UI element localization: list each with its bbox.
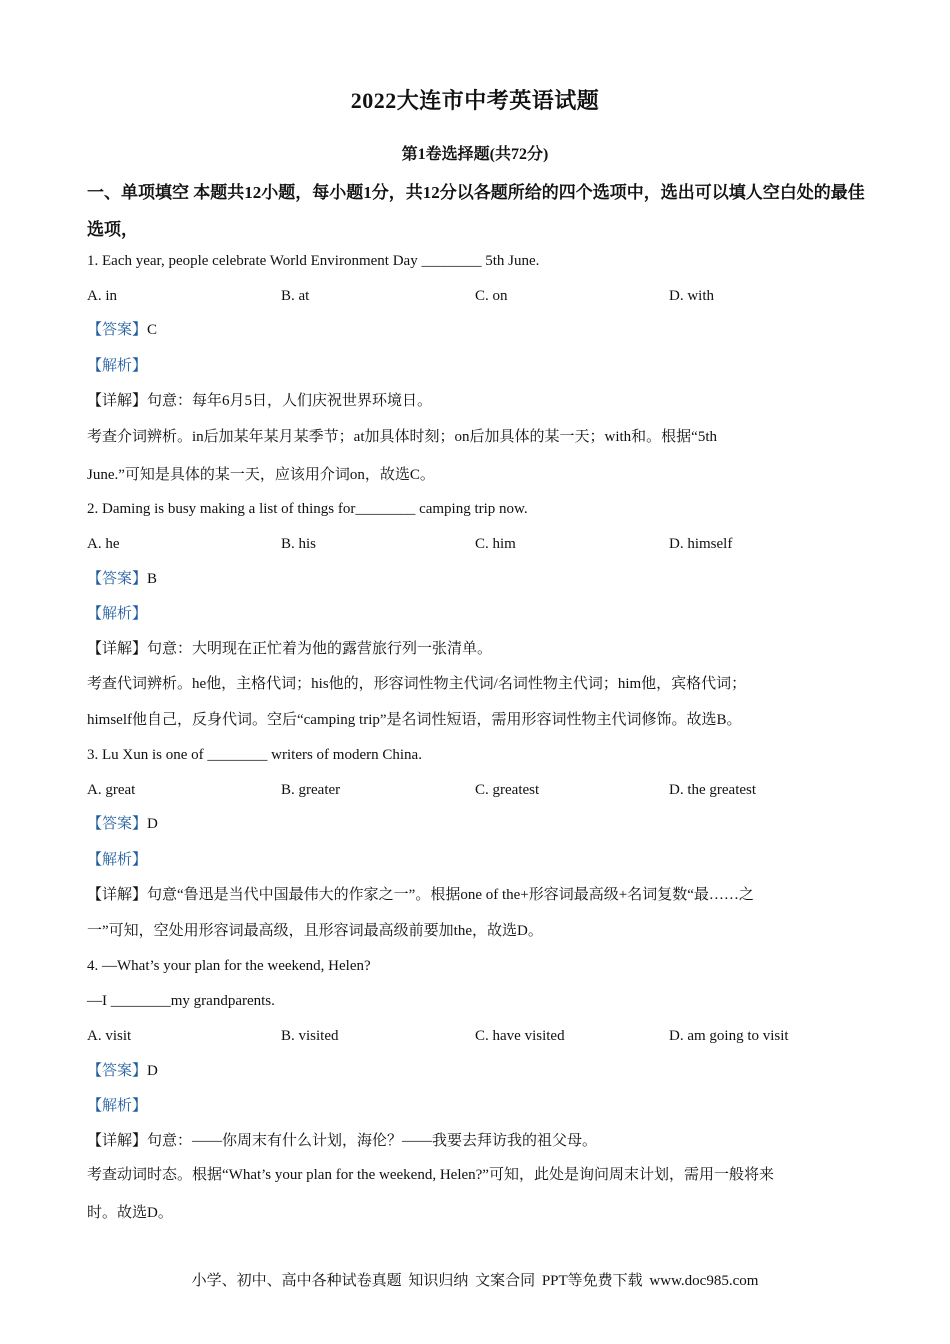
q4-analysis-label — [87, 1096, 147, 1116]
analysis-label: 【解析】 — [87, 1098, 148, 1114]
q1-explain-line-2: June.”可知是具体的某一天，应该用介词on，故选C。 — [87, 467, 435, 483]
q3-answer — [87, 814, 158, 834]
q3-explain-line-1: 一”可知，空处用形容词最高级，且形容词最高级前要加the，故选D。 — [87, 923, 543, 939]
q3-detail-text: 句意“鲁迅是当代中国最伟大的作家之一”。根据one of the+形容词最高级+名词复数“最……之 — [147, 887, 754, 903]
q2-option-c: C. him — [475, 536, 516, 552]
q1-analysis-label — [87, 356, 147, 376]
analysis-label: 【解析】 — [87, 852, 148, 868]
q1-option-c: C. on — [475, 288, 508, 304]
page-title: 2022大连市中考英语试题 — [350, 88, 600, 113]
answer-label: 【答案】 — [87, 816, 148, 832]
question-1-stem: 1. Each year, people celebrate World Environment Day ________ 5th June. — [87, 253, 540, 269]
q2-explain-line-1: 考查代词辨析。he他，主格代词；his他的，形容词性物主代词/名词性物主代词；him他，宾格代词； — [87, 676, 747, 692]
q4-answer-value: D — [147, 1063, 158, 1079]
q1-explain-line-1: 考查介词辨析。in后加某年某月某季节；at加具体时刻；on后加具体的某一天；with和。根据“5th — [87, 429, 717, 445]
q1-option-a: A. in — [87, 288, 117, 304]
q3-analysis-label — [87, 850, 147, 870]
q3-option-a: A. great — [87, 782, 136, 798]
detail-label: 【详解】 — [87, 393, 148, 409]
q3-option-c: C. greatest — [475, 782, 540, 798]
question-4-stem: 4. —What’s your plan for the weekend, Helen? — [87, 958, 371, 974]
answer-label: 【答案】 — [87, 571, 148, 587]
q3-answer-value: D — [147, 816, 158, 832]
q2-answer — [87, 569, 157, 589]
q2-answer-value: B — [147, 571, 158, 587]
question-3-stem: 3. Lu Xun is one of ________ writers of modern China. — [87, 747, 422, 763]
analysis-label: 【解析】 — [87, 358, 148, 374]
q1-detail-text: 句意：每年6月5日，人们庆祝世界环境日。 — [147, 393, 433, 409]
q3-option-b: B. greater — [281, 782, 341, 798]
q1-answer — [87, 320, 157, 340]
q2-option-d: D. himself — [669, 536, 733, 552]
q2-option-a: A. he — [87, 536, 120, 552]
q1-answer-value: C — [147, 322, 158, 338]
question-2-stem: 2. Daming is busy making a list of things for________ camping trip now. — [87, 501, 528, 517]
q3-option-d: D. the greatest — [669, 782, 757, 798]
q4-option-c: C. have visited — [475, 1028, 565, 1044]
answer-label: 【答案】 — [87, 322, 148, 338]
answer-label: 【答案】 — [87, 1063, 148, 1079]
q2-explain-line-2: himself他自己，反身代词。空后“camping trip”是名词性短语，需用形容词性物主代词修饰。故选B。 — [87, 712, 742, 728]
q4-option-a: A. visit — [87, 1028, 132, 1044]
q4-detail — [87, 1131, 597, 1151]
q3-detail — [87, 885, 754, 905]
q4-answer — [87, 1061, 158, 1081]
q2-option-b: B. his — [281, 536, 317, 552]
detail-label: 【详解】 — [87, 1133, 148, 1149]
q1-option-d: D. with — [669, 288, 714, 304]
section-subtitle: 第1卷选择题(共72分) — [401, 146, 549, 163]
q2-detail — [87, 639, 492, 659]
q4-explain-line-1: 考查动词时态。根据“What’s your plan for the weekend, Helen?”可知，此处是询问周末计划，需用一般将来 — [87, 1167, 774, 1183]
q2-analysis-label — [87, 604, 147, 624]
analysis-label: 【解析】 — [87, 606, 148, 622]
footer-watermark: 小学、初中、高中各种试卷真题 知识归纳 文案合同 PPT等免费下载 www.doc985.com — [191, 1273, 759, 1289]
detail-label: 【详解】 — [87, 641, 148, 657]
q4-explain-line-2: 时。故选D。 — [87, 1205, 173, 1221]
q1-detail — [87, 391, 432, 411]
section-heading: 一、单项填空 本题共12小题，每小题1分，共12分以各题所给的四个选项中，选出可以填人空白处的最佳选项， — [87, 183, 865, 239]
q2-detail-text: 句意：大明现在正忙着为他的露营旅行列一张清单。 — [147, 641, 493, 657]
q1-option-b: B. at — [281, 288, 310, 304]
q4-option-d: D. am going to visit — [669, 1028, 789, 1044]
question-4-stem-line-2: —I ________my grandparents. — [87, 993, 275, 1009]
q4-option-b: B. visited — [281, 1028, 339, 1044]
q4-detail-text: 句意：——你周末有什么计划，海伦？——我要去拜访我的祖父母。 — [147, 1133, 598, 1149]
detail-label: 【详解】 — [87, 887, 148, 903]
